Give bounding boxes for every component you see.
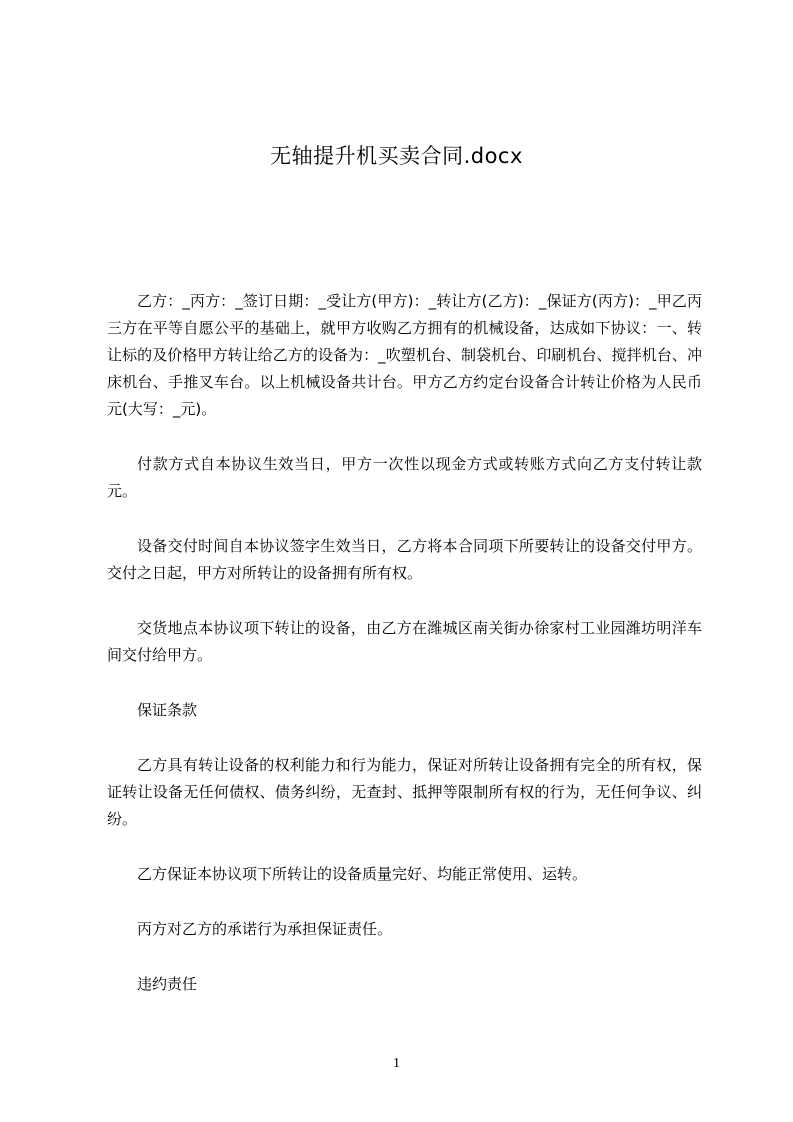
section-heading-liability: 违约责任	[137, 975, 198, 993]
paragraph-guarantor: 丙方对乙方的承诺行为承担保证责任。	[137, 920, 393, 938]
paragraph-warranty-quality: 乙方保证本协议项下所转让的设备质量完好、均能正常使用、运转。	[137, 865, 588, 883]
paragraph-parties-and-subject: 乙方：_丙方：_签订日期：_受让方(甲方)：_转让方(乙方)：_保证方(丙方)：_甲乙丙三方在平等自愿公平的基础上，就甲方收购乙方拥有的机械设备，达成如下协议：一、转让标的及价格甲方转让给乙方的设备为：_吹塑机台、制袋机台、印刷机台、搅拌机台、冲床机台、手推叉车台。以上机械设备共计台。甲方乙方约定台设备合计转让价格为人民币元(大写：_元)。	[107, 292, 702, 418]
paragraph-payment: 付款方式自本协议生效当日，甲方一次性以现金方式或转账方式向乙方支付转让款元。	[107, 455, 702, 500]
paragraph-delivery-time: 设备交付时间自本协议签字生效当日，乙方将本合同项下所要转让的设备交付甲方。交付之日起，甲方对所转让的设备拥有所有权。	[107, 537, 702, 582]
document-body	[107, 288, 702, 1026]
paragraph-delivery-location: 交货地点本协议项下转让的设备，由乙方在潍城区南关街办徐家村工业园潍坊明洋车间交付给甲方。	[107, 619, 702, 664]
paragraph-warranty-ownership: 乙方具有转让设备的权利能力和行为能力，保证对所转让设备拥有完全的所有权，保证转让设备无任何债权、债务纠纷，无查封、抵押等限制所有权的行为，无任何争议、纠纷。	[107, 756, 702, 828]
document-title: 无轴提升机买卖合同.docx	[270, 144, 523, 168]
page-number: 1	[393, 1056, 400, 1071]
section-heading-warranty: 保证条款	[137, 701, 198, 719]
